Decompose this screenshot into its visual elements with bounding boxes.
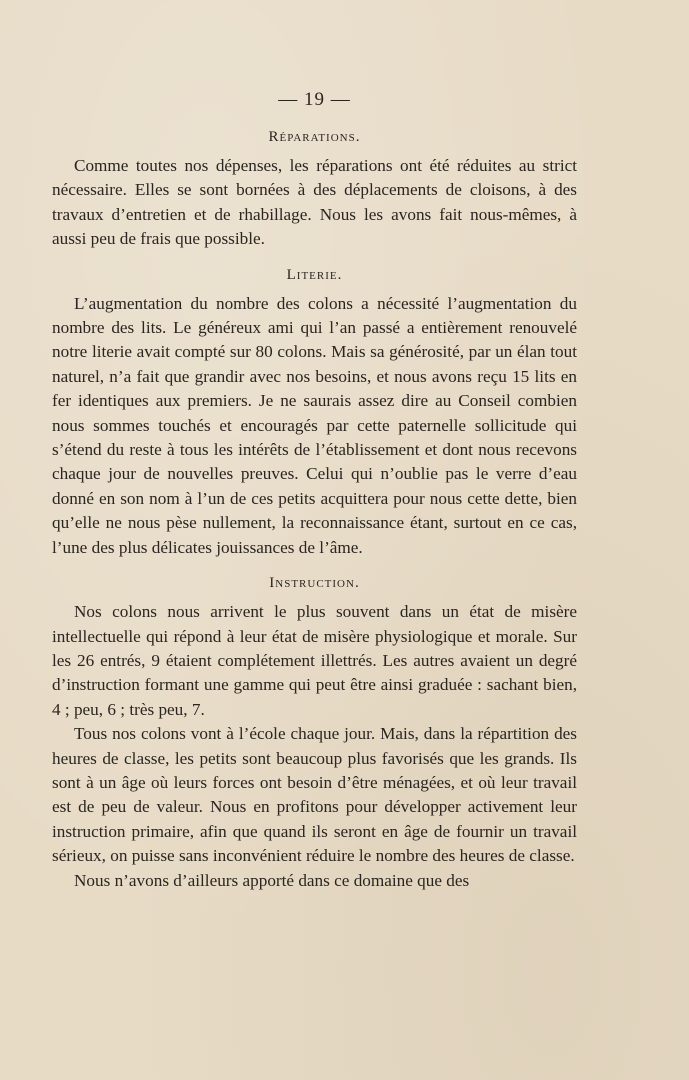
paragraph: Comme toutes nos dépenses, les réparations ont été réduites au strict nécessaire. Elles se sont bornées à des déplacements de cloisons, à des travaux d’entretien et de rhabillage. Nous les avons fait nous-mêmes, à aussi peu de frais que possible. [52, 156, 577, 249]
paragraph: Nous n’avons d’ailleurs apporté dans ce domaine que des [74, 870, 470, 890]
paragraph: Nos colons nous arrivent le plus souvent dans un état de misère intellectuelle qui répond à leur état de misère physiologique et morale. Sur les 26 entrés, 9 étaient complétement illettrés. Les autres avaient un degré d’instruction formant une gamme qui peut être ainsi graduée : sachant bien, 4 ; peu, 6 ; très peu, 7. [52, 602, 577, 719]
page-content [52, 88, 577, 895]
section-heading: Literie. [286, 266, 343, 283]
section-literie [52, 264, 577, 560]
paragraph: L’augmentation du nombre des colons a nécessité l’augmentation du nombre des lits. Le généreux ami qui l’an passé a entièrement renouvelé notre literie avait compté sur 80 colons. Mais sa générosité, par un élan tout naturel, n’a fait que grandir avec nos besoins, et nous avons reçu 15 lits en fer identiques aux premiers. Je ne saurais assez dire au Conseil combien nous sommes touchés et encouragés par cette paternelle sollicitude qui s’étend du reste à tous les intérêts de l’établissement et dont nous recevons chaque jour de nouvelles preuves. Celui qui n’oublie pas le verre d’eau donné en son nom à l’un de ces petits acquittera pour nous cette dette, bien qu’elle ne nous pèse nullement, la reconnaissance étant, surtout en ce cas, l’une des plus délicates jouissances de l’âme. [52, 293, 577, 557]
page-number: — 19 — [278, 89, 351, 110]
section-heading: Instruction. [269, 575, 360, 592]
section-instruction [52, 572, 577, 893]
section-heading: Réparations. [268, 129, 361, 145]
section-reparations [52, 126, 577, 252]
paragraph: Tous nos colons vont à l’école chaque jour. Mais, dans la répartition des heures de classe, les petits sont beaucoup plus favorisés que les grands. Ils sont à un âge où leurs forces ont besoin d’être ménagées, et où leur travail est de peu de valeur. Nous en profitons pour développer activement leur instruction primaire, afin que quand ils seront en âge de fournir un travail sérieux, on puisse sans inconvénient réduire le nombre des heures de classe. [52, 724, 577, 866]
